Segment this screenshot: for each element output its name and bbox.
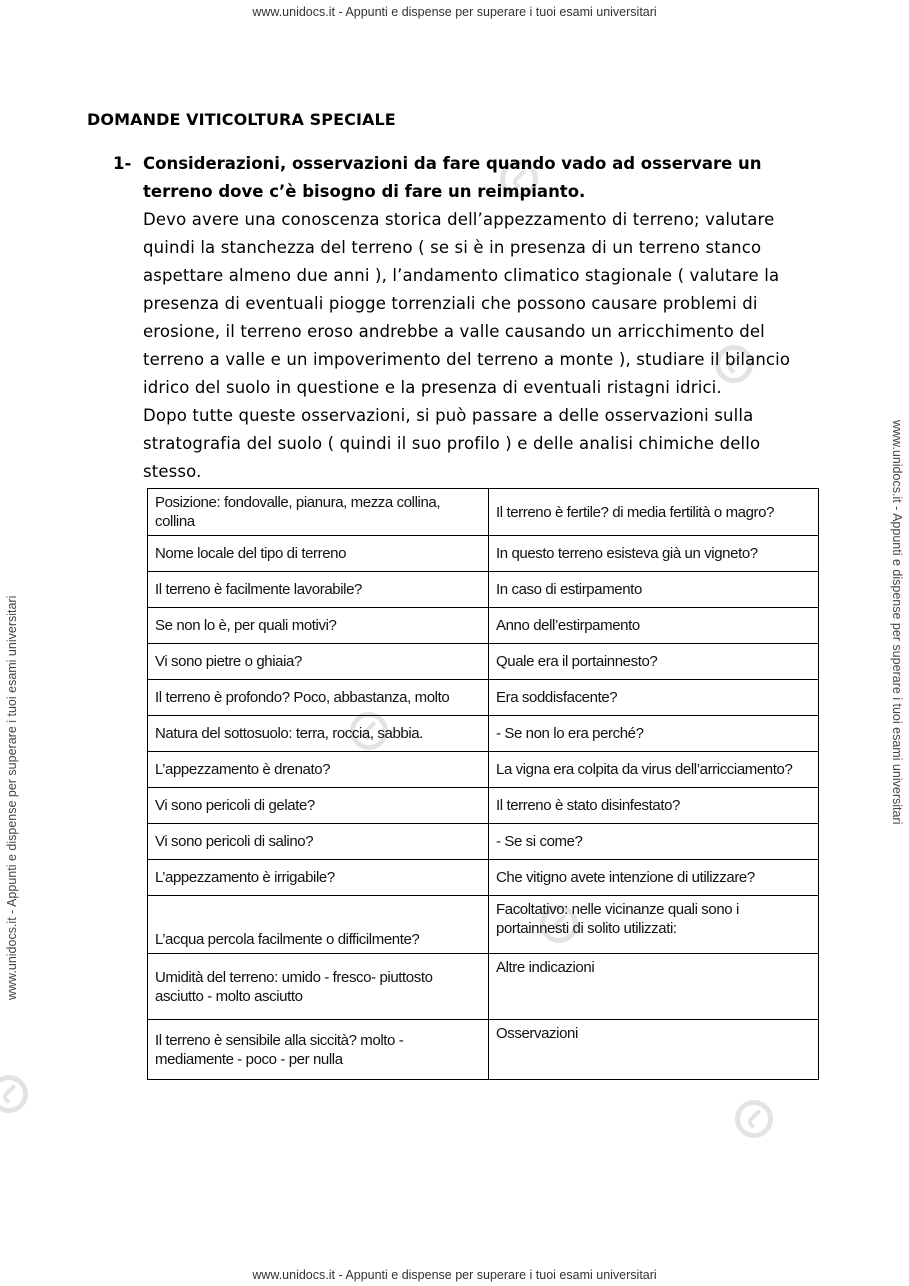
table-cell-right: Il terreno è fertile? di media fertilità o magro?: [489, 489, 819, 536]
table-cell-left: Il terreno è sensibile alla siccità? molto -mediamente - poco - per nulla: [148, 1020, 489, 1080]
table-cell-right: Quale era il portainnesto?: [489, 644, 819, 680]
answer-paragraph-1: Devo avere una conoscenza storica dell’appezzamento di terreno; valutare quindi la stanchezza del terreno ( se si è in presenza di un terreno stanco aspettare almeno due anni ), l’andamento climatico stagionale ( valutare la presenza di eventuali piogge torrenziali che possono causare problemi di erosione, il terreno eroso andrebbe a valle causando un arricchimento del terreno a valle e un impoverimento del terreno a monte ), studiare il bilancio idrico del suolo in questione e la presenza di eventuali ristagni idrici.: [143, 210, 791, 397]
table-cell-right: La vigna era colpita da virus dell’arricciamento?: [489, 752, 819, 788]
table-cell-left: L’appezzamento è drenato?: [148, 752, 489, 788]
table-row: [148, 788, 819, 824]
table-cell-left: Nome locale del tipo di terreno: [148, 536, 489, 572]
question-number: 1-: [113, 154, 132, 173]
document-title: DOMANDE VITICOLTURA SPECIALE: [87, 110, 396, 129]
table-cell-right: - Se si come?: [489, 824, 819, 860]
header-watermark: www.unidocs.it - Appunti e dispense per superare i tuoi esami universitari: [252, 5, 657, 19]
table-row: [148, 680, 819, 716]
footer-watermark: www.unidocs.it - Appunti e dispense per superare i tuoi esami universitari: [252, 1268, 657, 1282]
table-row: [148, 608, 819, 644]
table-cell-left: L’acqua percola facilmente o difficilmente?: [148, 896, 489, 954]
table-cell-right: Facoltativo: nelle vicinanze quali sono i portainnesti di solito utilizzati:: [489, 896, 819, 954]
answer-paragraph-2: Dopo tutte queste osservazioni, si può passare a delle osservazioni sulla stratografia del suolo ( quindi il suo profilo ) e delle analisi chimiche dello stesso.: [143, 406, 761, 481]
table-cell-left: Il terreno è facilmente lavorabile?: [148, 572, 489, 608]
table-cell-right: Il terreno è stato disinfestato?: [489, 788, 819, 824]
table-row: [148, 716, 819, 752]
watermark-logo-icon: [727, 1092, 781, 1146]
table-cell-left: Natura del sottosuolo: terra, roccia, sabbia.: [148, 716, 489, 752]
table-row: [148, 896, 819, 954]
table-cell-left: Vi sono pietre o ghiaia?: [148, 644, 489, 680]
soil-checklist-table: [147, 488, 819, 1080]
table-cell-left: Posizione: fondovalle, pianura, mezza collina, collina: [148, 489, 489, 536]
table-cell-left: Vi sono pericoli di salino?: [148, 824, 489, 860]
table-row: [148, 536, 819, 572]
table-cell-right: Altre indicazioni: [489, 954, 819, 1020]
side-watermark-right: www.unidocs.it - Appunti e dispense per superare i tuoi esami universitari: [890, 420, 904, 825]
table-row: [148, 644, 819, 680]
table-cell-left: L’appezzamento è irrigabile?: [148, 860, 489, 896]
table-cell-right: In caso di estirpamento: [489, 572, 819, 608]
table-cell-left: Umidità del terreno: umido - fresco- piuttosto asciutto - molto asciutto: [148, 954, 489, 1020]
table-cell-left: Il terreno è profondo? Poco, abbastanza, molto: [148, 680, 489, 716]
question-text: Considerazioni, osservazioni da fare quando vado ad osservare un terreno dove c’è bisogno di fare un reimpianto.: [143, 154, 762, 201]
table-row: [148, 489, 819, 536]
table-cell-right: Era soddisfacente?: [489, 680, 819, 716]
table-cell-right: Che vitigno avete intenzione di utilizzare?: [489, 860, 819, 896]
side-watermark-left: www.unidocs.it - Appunti e dispense per superare i tuoi esami universitari: [5, 595, 19, 1000]
table-row: [148, 860, 819, 896]
table-cell-right: In questo terreno esisteva già un vigneto?: [489, 536, 819, 572]
table-cell-right: Osservazioni: [489, 1020, 819, 1080]
table-row: [148, 1020, 819, 1080]
table-row: [148, 572, 819, 608]
table-cell-right: Anno dell’estirpamento: [489, 608, 819, 644]
table-cell-right: - Se non lo era perché?: [489, 716, 819, 752]
table-cell-left: Se non lo è, per quali motivi?: [148, 608, 489, 644]
watermark-logo-icon: [0, 1067, 36, 1121]
table-row: [148, 752, 819, 788]
table-row: [148, 824, 819, 860]
table-row: [148, 954, 819, 1020]
table-cell-left: Vi sono pericoli di gelate?: [148, 788, 489, 824]
